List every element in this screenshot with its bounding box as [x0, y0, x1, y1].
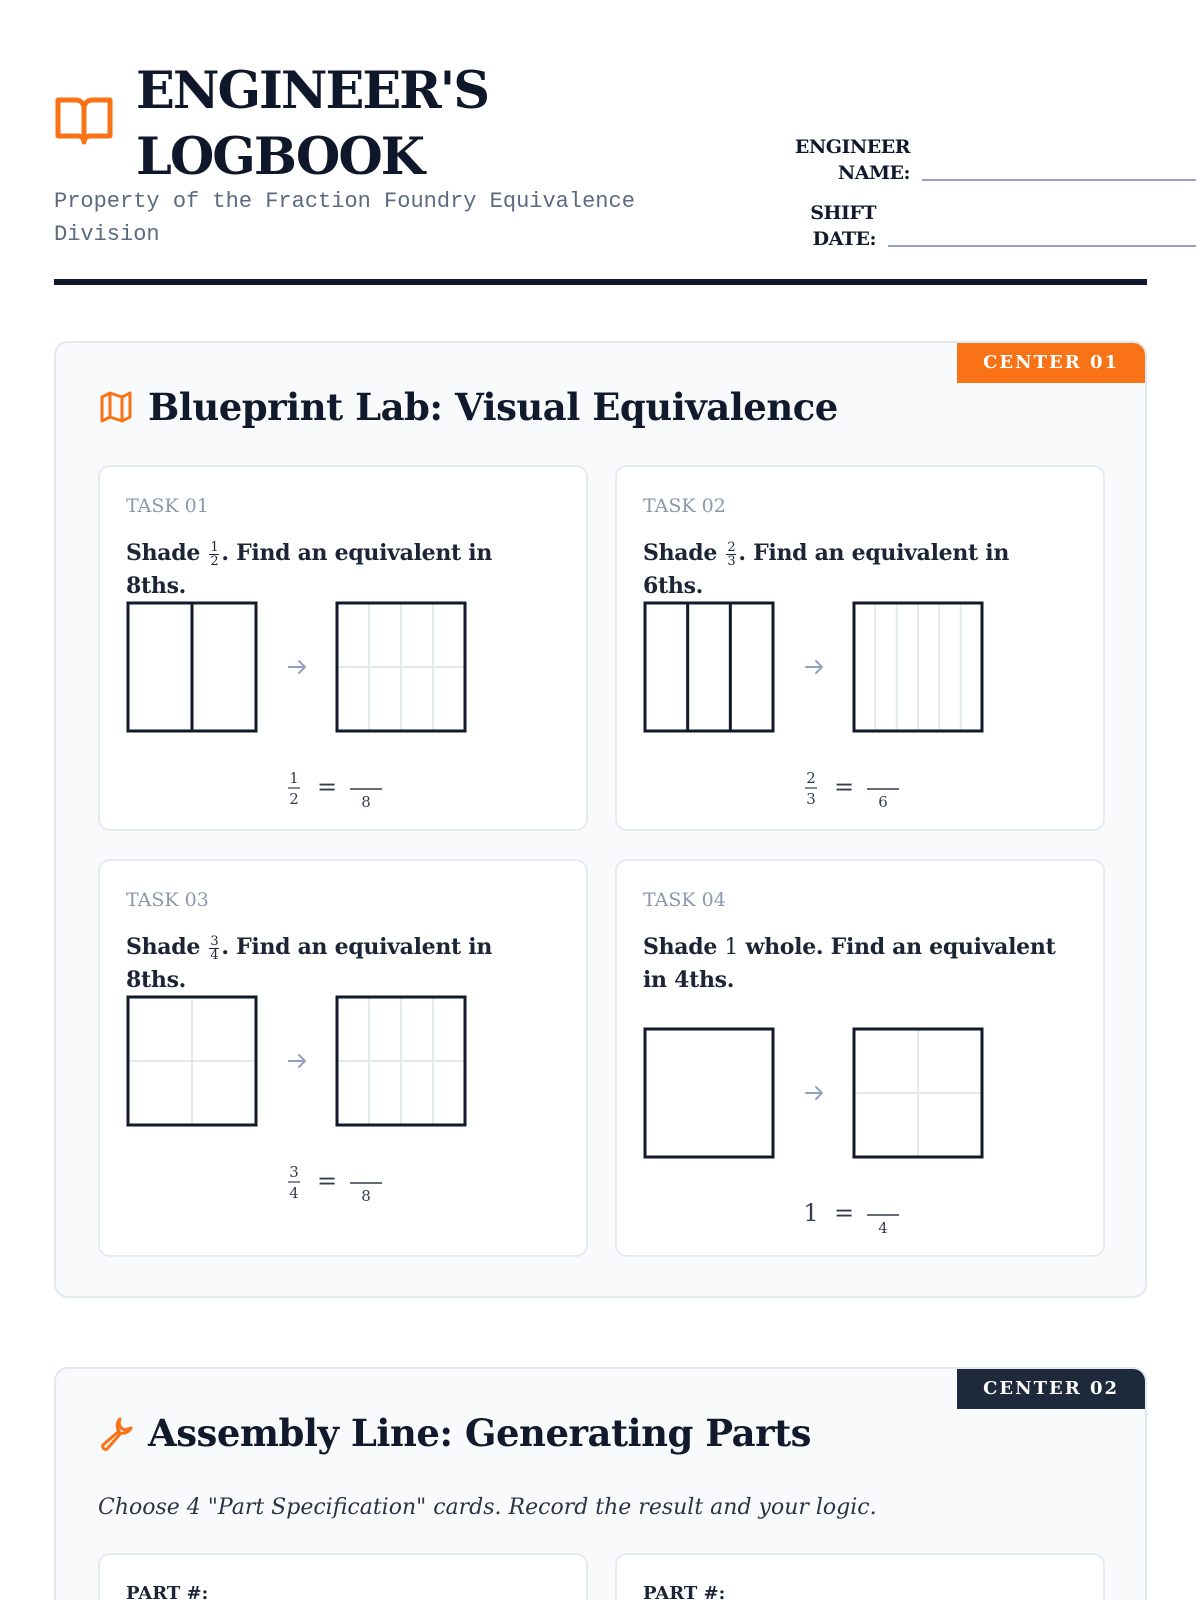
logbook-header	[54, 58, 1147, 290]
area-model-diagram[interactable]	[126, 601, 486, 741]
prompt-text: Shade	[643, 934, 718, 960]
center-02-instructions: Choose 4 "Part Specification" cards. Record the result and your logic.	[98, 1495, 877, 1520]
equation-numerator: 2	[806, 769, 816, 787]
prompt-text-rest: . Find an equivalent in 8ths.	[126, 540, 493, 599]
task-prompt	[126, 931, 556, 997]
starting-area-model	[645, 1029, 773, 1157]
task-card-04	[615, 859, 1105, 1257]
equivalence-equation	[280, 765, 410, 815]
prompt-text: Shade	[126, 934, 201, 960]
task-label: TASK 01	[126, 495, 209, 517]
wrench-icon	[98, 1415, 134, 1451]
prompt-whole-number: 1	[724, 935, 739, 960]
arrow-right-icon	[289, 661, 305, 673]
header-divider	[54, 279, 1147, 285]
equation-target-denominator: 8	[361, 793, 371, 811]
equals-sign: =	[833, 773, 855, 801]
map-icon	[98, 389, 134, 425]
target-area-model	[854, 603, 982, 731]
part-number-label: PART #:	[643, 1583, 726, 1600]
part-card-2[interactable]	[615, 1553, 1105, 1600]
center-02-badge: CENTER 02	[957, 1369, 1145, 1409]
prompt-fraction	[209, 541, 219, 568]
center-02-panel	[54, 1367, 1147, 1600]
grid-outline	[645, 603, 773, 731]
equals-sign: =	[316, 1167, 338, 1195]
open-book-icon	[54, 94, 114, 146]
task-card-01	[98, 465, 588, 831]
area-model-diagram[interactable]	[643, 1027, 1003, 1167]
task-label: TASK 03	[126, 889, 209, 911]
task-prompt	[126, 537, 556, 603]
equals-sign: =	[316, 773, 338, 801]
starting-area-model	[128, 997, 256, 1125]
prompt-text-rest: . Find an equivalent in 8ths.	[126, 934, 493, 993]
fraction-numerator: 1	[210, 539, 219, 555]
equation-whole: 1	[803, 1199, 819, 1227]
area-model-diagram[interactable]	[643, 601, 1003, 741]
engineer-name-label: ENGINEER NAME:	[794, 136, 910, 184]
equivalence-equation	[280, 1159, 410, 1209]
arrow-right-icon	[806, 661, 822, 673]
target-area-model	[337, 603, 465, 731]
fraction-denominator: 2	[210, 553, 219, 569]
starting-area-model	[645, 603, 773, 731]
prompt-text: Shade	[643, 540, 718, 566]
fraction-denominator: 3	[727, 553, 736, 569]
prompt-fraction	[209, 935, 219, 962]
target-area-model	[854, 1029, 982, 1157]
equation-numerator: 3	[289, 1163, 299, 1181]
prompt-text-rest: whole. Find an equivalent in 4ths.	[643, 934, 1056, 993]
target-area-model	[337, 997, 465, 1125]
fraction-denominator: 4	[210, 947, 219, 963]
fraction-numerator: 2	[727, 539, 736, 555]
equivalence-equation	[797, 1191, 927, 1241]
equation-numerator: 1	[289, 769, 299, 787]
task-prompt	[643, 537, 1073, 603]
area-model-diagram[interactable]	[126, 995, 486, 1135]
page-subtitle: Property of the Fraction Foundry Equivalence Division	[54, 189, 635, 247]
title-line-1: ENGINEER'S	[136, 61, 489, 121]
shift-date-label: SHIFT DATE:	[810, 202, 876, 250]
prompt-fraction	[726, 541, 736, 568]
equation-target-denominator: 4	[878, 1219, 888, 1237]
task-label: TASK 04	[643, 889, 726, 911]
engineer-name-field[interactable]	[780, 134, 1196, 186]
title-line-2: LOGBOOK	[136, 127, 424, 187]
engineer-name-line[interactable]	[922, 179, 1196, 181]
task-label: TASK 02	[643, 495, 726, 517]
shift-date-field[interactable]	[750, 200, 1196, 252]
prompt-text-rest: . Find an equivalent in 6ths.	[643, 540, 1010, 599]
part-card-1[interactable]	[98, 1553, 588, 1600]
task-prompt	[643, 931, 1073, 997]
equation-denominator: 3	[806, 790, 816, 808]
shift-date-line[interactable]	[888, 245, 1196, 247]
task-card-03	[98, 859, 588, 1257]
center-02-heading	[98, 1411, 811, 1455]
center-01-badge: CENTER 01	[957, 343, 1145, 383]
equation-denominator: 4	[289, 1184, 299, 1202]
center-01-title: Blueprint Lab: Visual Equivalence	[148, 385, 838, 429]
center-01-heading	[98, 385, 838, 429]
prompt-text: Shade	[126, 540, 201, 566]
equation-target-denominator: 8	[361, 1187, 371, 1205]
arrow-right-icon	[289, 1055, 305, 1067]
fraction-numerator: 3	[210, 933, 219, 949]
part-number-label: PART #:	[126, 1583, 209, 1600]
center-02-title: Assembly Line: Generating Parts	[148, 1411, 811, 1455]
equation-target-denominator: 6	[878, 793, 888, 811]
page-title	[136, 58, 488, 190]
center-01-panel	[54, 341, 1147, 1298]
equivalence-equation	[797, 765, 927, 815]
grid-outline	[645, 1029, 773, 1157]
task-card-02	[615, 465, 1105, 831]
starting-area-model	[128, 603, 256, 731]
equals-sign: =	[833, 1199, 855, 1227]
equation-denominator: 2	[289, 790, 299, 808]
arrow-right-icon	[806, 1087, 822, 1099]
